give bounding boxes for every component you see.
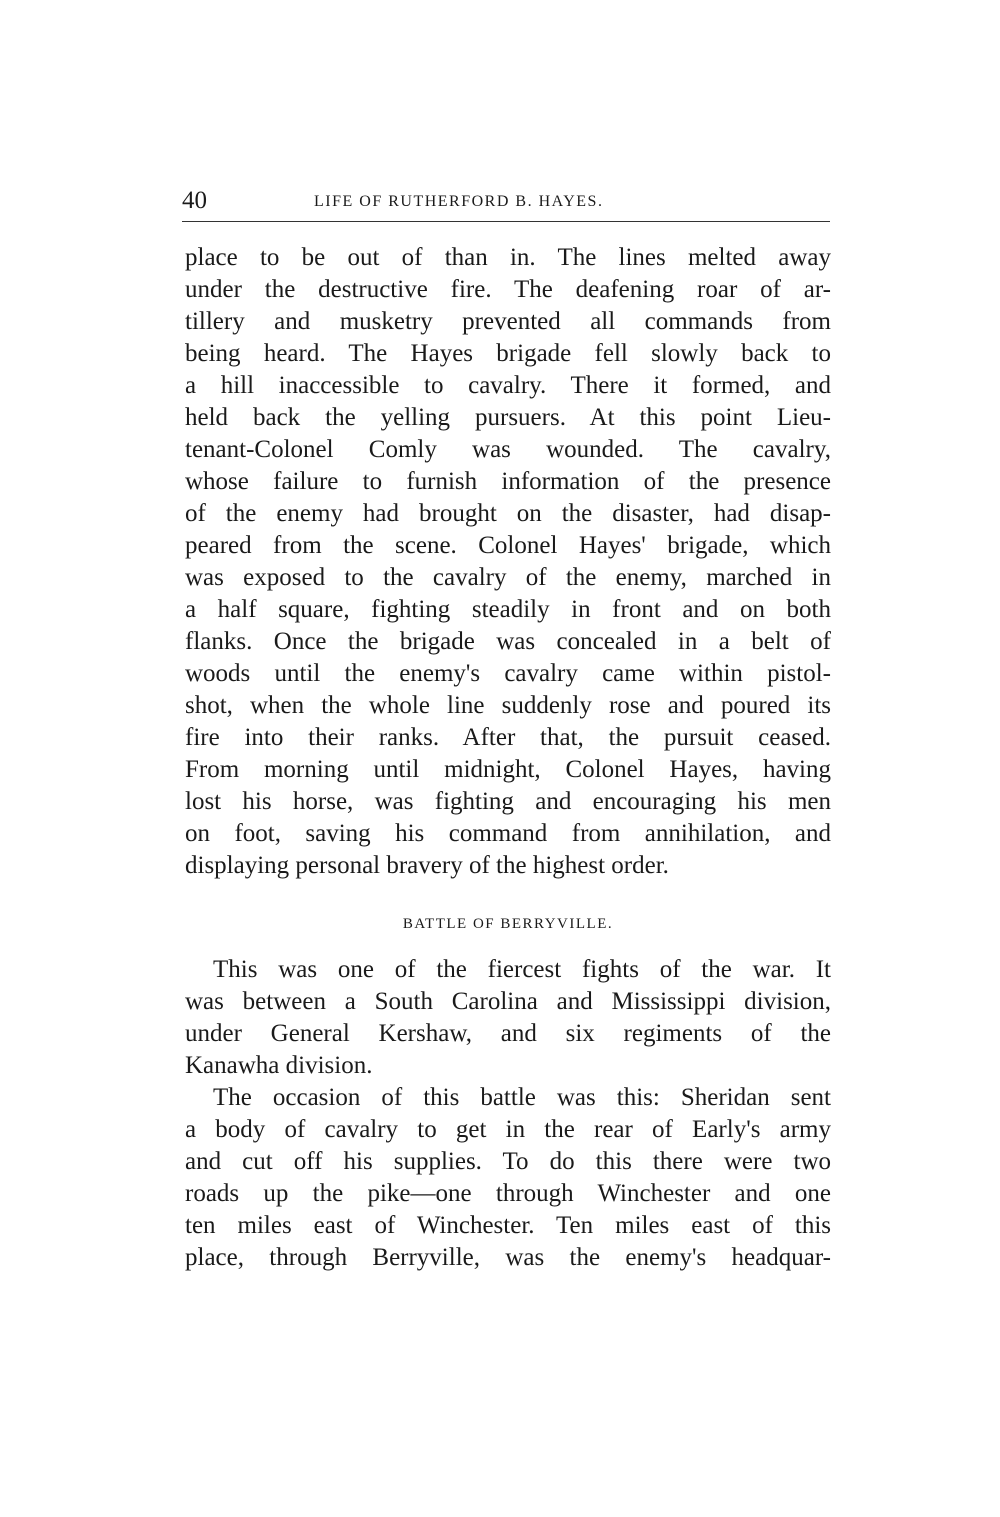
paragraph-1 <box>185 242 831 882</box>
text-line: place, through Berryville, was the enemy's headquar- <box>185 1244 831 1271</box>
text-line: This was one of the fiercest fights of the war. It <box>213 956 831 983</box>
text-line: and cut off his supplies. To do this there were two <box>185 1148 831 1175</box>
text-line: woods until the enemy's cavalry came within pistol- <box>185 660 831 687</box>
text-line: peared from the scene. Colonel Hayes' brigade, which <box>185 532 831 559</box>
text-line: lost his horse, was fighting and encouraging his men <box>185 788 831 815</box>
text-line: place to be out of than in. The lines melted away <box>185 244 831 271</box>
header-rule <box>182 221 830 222</box>
text-line: tillery and musketry prevented all commands from <box>185 308 831 335</box>
text-line: The occasion of this battle was this: Sheridan sent <box>213 1084 831 1111</box>
text-line: under the destructive fire. The deafening roar of ar- <box>185 276 831 303</box>
text-line: under General Kershaw, and six regiments of the <box>185 1020 831 1047</box>
text-line: flanks. Once the brigade was concealed in a belt of <box>185 628 831 655</box>
paragraphs-2-3 <box>185 954 831 1274</box>
section-heading: BATTLE OF BERRYVILLE. <box>402 916 614 932</box>
text-line: held back the yelling pursuers. At this point Lieu- <box>185 404 831 431</box>
page-header <box>182 186 830 216</box>
text-line: displaying personal bravery of the highest order. <box>185 852 669 879</box>
text-line: fire into their ranks. After that, the pursuit ceased. <box>185 724 831 751</box>
text-line: a body of cavalry to get in the rear of Early's army <box>185 1116 831 1143</box>
text-line: on foot, saving his command from annihilation, and <box>185 820 831 847</box>
text-line: a half square, fighting steadily in front and on both <box>185 596 831 623</box>
page-number: 40 <box>182 187 207 214</box>
text-line: Kanawha division. <box>185 1052 373 1079</box>
text-line: was between a South Carolina and Mississippi division, <box>185 988 831 1015</box>
text-line: shot, when the whole line suddenly rose and poured its <box>185 692 831 719</box>
text-line: tenant-Colonel Comly was wounded. The cavalry, <box>185 436 831 463</box>
text-line: roads up the pike—one through Winchester and one <box>185 1180 831 1207</box>
text-line: From morning until midnight, Colonel Hayes, having <box>185 756 831 783</box>
text-line: being heard. The Hayes brigade fell slowly back to <box>185 340 831 367</box>
text-line: of the enemy had brought on the disaster, had disap- <box>185 500 831 527</box>
text-line: was exposed to the cavalry of the enemy, marched in <box>185 564 831 591</box>
text-line: a hill inaccessible to cavalry. There it formed, and <box>185 372 831 399</box>
text-line: whose failure to furnish information of the presence <box>185 468 831 495</box>
text-line: ten miles east of Winchester. Ten miles east of this <box>185 1212 831 1239</box>
running-head: LIFE OF RUTHERFORD B. HAYES. <box>314 193 604 210</box>
